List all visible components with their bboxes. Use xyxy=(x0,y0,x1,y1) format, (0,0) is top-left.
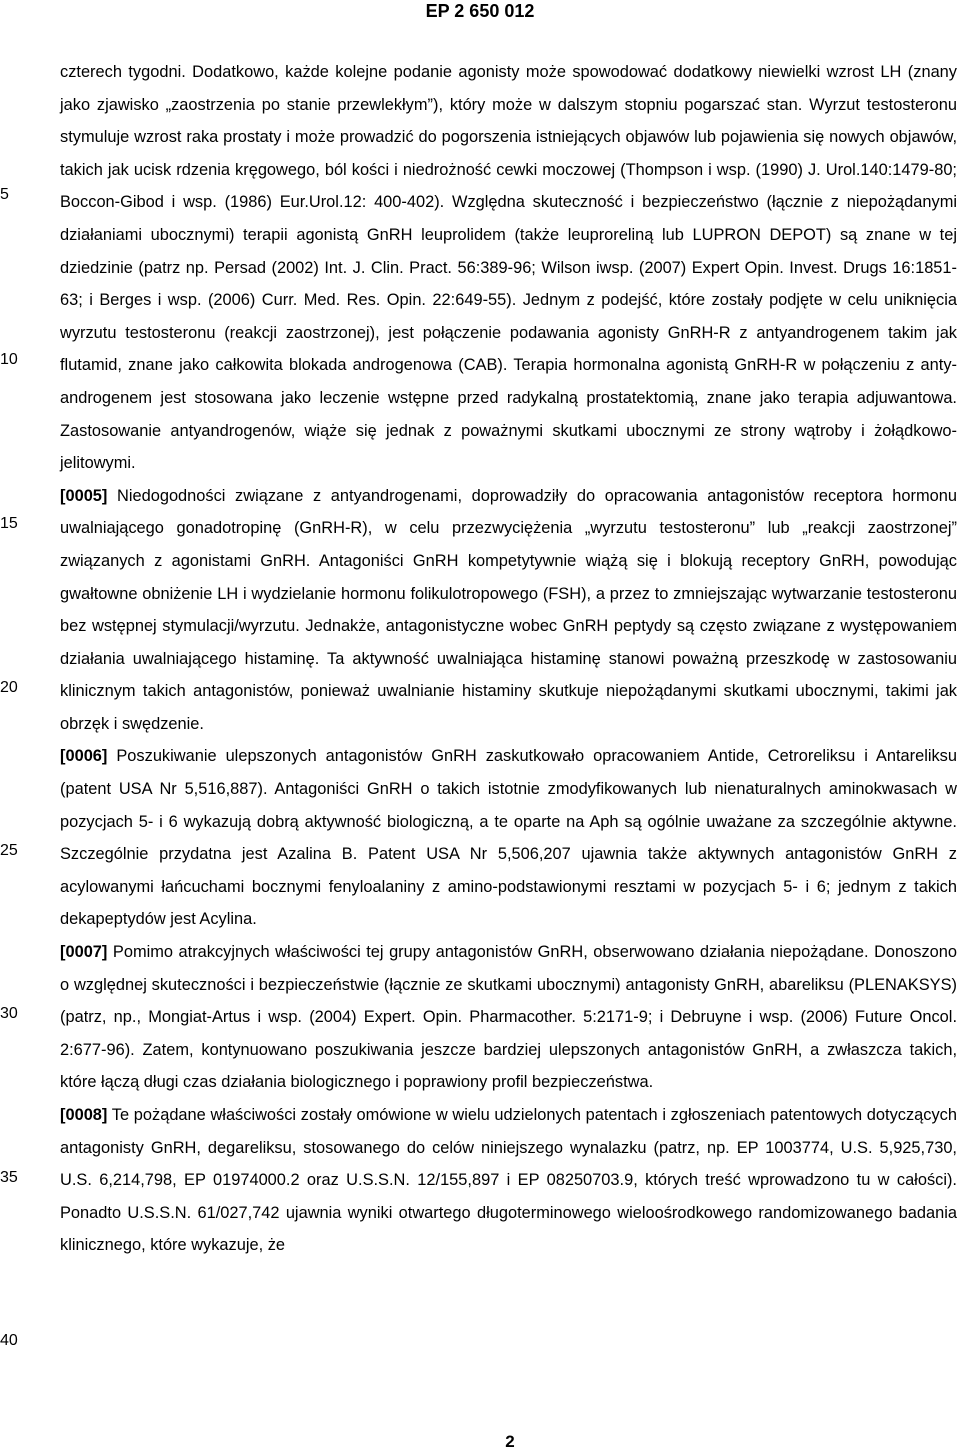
document-header: EP 2 650 012 xyxy=(425,1,535,21)
line-number: 30 xyxy=(0,1005,18,1022)
page-number: 2 xyxy=(505,1432,515,1451)
paragraph-text: Pomimo atrakcyjnych właściwości tej grupy antagonistów GnRH, obserwowano działania niepożądane. Donoszono o względnej skuteczności i bezpieczeństwie (łącznie ze skutkami ubocznymi) antagonisty GnRH, abareliksu (PLENAKSYS) (patrz, np., Mongiat-Artus i wsp. (2004) Expert. Opin. Pharmacother. 5:2171-9; i Debruyne i wsp. (2006) Future Oncol. 2:677-96). Zatem, kontynuowano poszukiwania jeszcze bardziej ulepszonych antagonistów GnRH, a zwłaszcza takich, które łączą długi czas działania biologicznego i poprawiony profil bezpieczeństwa. xyxy=(60,943,957,1092)
paragraph-number: [0007] xyxy=(60,943,108,962)
paragraph-0008 xyxy=(60,1099,957,1262)
line-number: 25 xyxy=(0,842,18,859)
line-number: 10 xyxy=(0,351,18,368)
paragraph-continuation xyxy=(60,56,957,480)
paragraph-number: [0008] xyxy=(60,1106,108,1124)
paragraph-text: Te pożądane właściwości zostały omówione w wielu udzielonych patentach i zgłoszeniach patentowych dotyczących antagonisty GnRH, degareliksu, stosowanego do celów niniejszego wynalazku (patrz, np. EP 1003774, U.S. 5,925,730, U.S. 6,214,798, EP 01974000.2 oraz U.S.S.N. 12/155,897 i EP 08250703.9, których treść wprowadzono tu w całości). Ponadto U.S.S.N. 61/027,742 ujawnia wyniki otwartego długoterminowego wieloośrodkowego randomizowanego badania klinicznego, które wykazuje, że xyxy=(60,1106,957,1255)
paragraph-number: [0005] xyxy=(60,486,108,505)
paragraph-0005 xyxy=(60,480,957,741)
line-number: 35 xyxy=(0,1169,18,1186)
paragraph-0007 xyxy=(60,936,957,1099)
line-number: 5 xyxy=(0,186,9,203)
line-number: 40 xyxy=(0,1332,18,1349)
line-number: 20 xyxy=(0,679,18,696)
paragraph-text: Poszukiwanie ulepszonych antagonistów GnRH zaskutkowało opracowaniem Antide, Cetroreliksu i Antareliksu (patent USA Nr 5,516,887). Antagoniści GnRH o takich istotnie zmodyfikowanych lub nienaturalnych aminokwasach w pozycjach 5- i 6 wykazują dobrą aktywność biologiczną, a te oparte na Aph są ogólnie uważane za szczególnie aktywne. Szczególnie przydatna jest Azalina B. Patent USA Nr 5,506,207 ujawnia także aktywnych antagonistów GnRH z acylowanymi łańcuchami bocznymi fenyloalaniny z amino-podstawionymi resztami w pozycjach 5- i 6; jednym z takich dekapeptydów jest Acylina. xyxy=(60,747,957,929)
paragraph-text: Niedogodności związane z antyandrogenami, doprowadziły do opracowania antagonistów receptora hormonu uwalniającego gonadotropinę (GnRH-R), w celu przezwyciężenia „wyrzutu testosteronu” lub „reakcji zaostrzonej” związanych z agonistami GnRH. Antagoniści GnRH kompetytywnie wiążą się i blokują receptory GnRH, powodując gwałtowne obniżenie LH i wydzielanie hormonu folikulotropowego (FSH), a przez to zmniejszając wytwarzanie testosteronu bez wstępnej stymulacji/wyrzutu. Jednakże, antagonistyczne wobec GnRH peptydy są często związane z występowaniem działania uwalniającego histaminę. Ta aktywność uwalniająca histaminę stanowi poważną przeszkodę w zastosowaniu klinicznym takich antagonistów, ponieważ uwalnianie histaminy skutkuje niepożądanymi skutkami ubocznymi, takimi jak obrzęk i swędzenie. xyxy=(60,486,957,733)
paragraph-number: [0006] xyxy=(60,747,108,766)
line-number: 15 xyxy=(0,515,18,532)
paragraph-0006 xyxy=(60,740,957,936)
paragraph-text: czterech tygodni. Dodatkowo, każde kolejne podanie agonisty może spowodować dodatkowy niewielki wzrost LH (znany jako zjawisko „zaostrzenia po stanie przewlekłym”), który może w dalszym stopniu pogarszać stan. Wyrzut testosteronu stymuluje wzrost raka prostaty i może prowadzić do pogorszenia istniejących objawów lub pojawienia się nowych objawów, takich jak ucisk rdzenia kręgowego, ból kości i niedrożność cewki moczowej (Thompson i wsp. (1990) J. Urol.140:1479-80; Boccon-Gibod i wsp. (1986) Eur.Urol.12: 400-402). Względna skuteczność i bezpieczeństwo (łącznie z niepożądanymi działaniami ubocznymi) terapii agonistą GnRH leuprolidem (także leuproreliną lub LUPRON DEPOT) są znane w tej dziedzinie (patrz np. Persad (2002) Int. J. Clin. Pract. 56:389-96; Wilson iwsp. (2007) Expert Opin. Invest. Drugs 16:1851-63; i Berges i wsp. (2006) Curr. Med. Res. Opin. 22:649-55). Jednym z podejść, które zostały podjęte w celu uniknięcia wyrzutu testosteronu (reakcji zaostrzonej), jest połączenie podawania agonisty GnRH-R z antyandrogenem takim jak flutamid, znane jako całkowita blokada androgenowa (CAB). Terapia hormonalna agonistą GnRH-R w połączeniu z anty-androgenem jest stosowana jako leczenie wstępne przed radykalną prostatektomią, znane jako terapia adjuwantowa. Zastosowanie antyandrogenów, wiąże się jednak z poważnymi skutkami ubocznymi ze strony wątroby i żołądkowo-jelitowymi. xyxy=(60,63,957,473)
document-body xyxy=(60,56,957,1262)
